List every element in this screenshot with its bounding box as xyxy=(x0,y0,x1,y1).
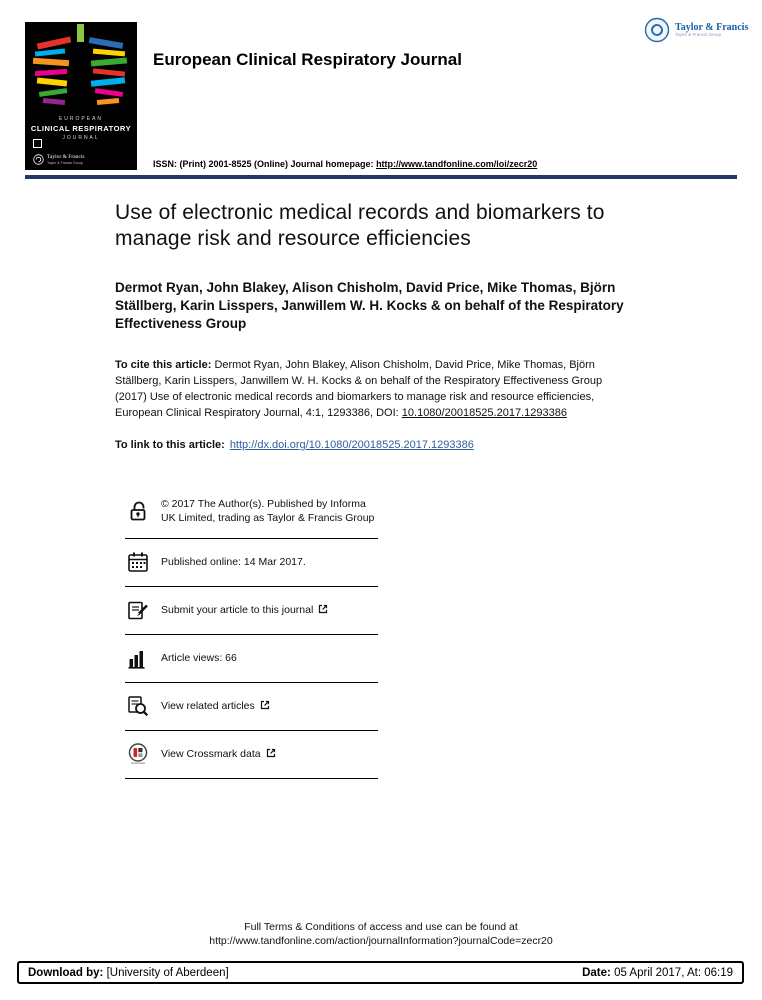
submit-article-link[interactable]: Submit your article to this journal xyxy=(161,604,314,617)
cover-title-main: CLINICAL RESPIRATORY xyxy=(30,124,132,133)
divider-rule xyxy=(25,175,737,179)
download-by-label: Download by: xyxy=(28,966,104,979)
journal-cover-image xyxy=(25,22,137,170)
cite-body: Dermot Ryan, John Blakey, Alison Chisholm, David Price, Mike Thomas, Björn Ställberg, Karin Lisspers, Janwillem W. H. Kocks & on behalf of the Respiratory Effectiveness Group (2017) Use of electronic medical records and biomarkers to manage risk and resource efficiencies, European Clinical Respiratory Journal, 4:1, 1293386, DOI: xyxy=(115,359,603,419)
download-info-bar xyxy=(17,961,744,984)
journal-name: European Clinical Respiratory Journal xyxy=(153,50,462,69)
cover-title-journal: JOURNAL xyxy=(62,135,100,141)
publisher-group: Taylor & Francis Group xyxy=(675,32,722,38)
resource-crossmark[interactable] xyxy=(125,731,378,779)
related-articles-link[interactable]: View related articles xyxy=(161,700,255,713)
calendar-icon xyxy=(127,551,149,573)
crossmark-icon xyxy=(127,743,149,765)
citation-paragraph xyxy=(115,358,627,422)
bar-chart-icon xyxy=(127,647,149,669)
publisher-logo xyxy=(644,17,748,43)
article-views-text: Article views: 66 xyxy=(161,652,237,665)
cover-lung-wordart-image xyxy=(25,22,137,114)
article-resources xyxy=(125,497,378,779)
article-doi-link[interactable]: http://dx.doi.org/10.1080/20018525.2017.1293386 xyxy=(229,439,474,451)
date-label: Date: xyxy=(582,966,611,979)
cover-taylor-francis-roundel-icon xyxy=(33,154,44,165)
issn-line xyxy=(153,159,537,169)
resource-published-online xyxy=(125,539,378,587)
external-link-icon xyxy=(260,700,270,710)
publisher-name: Taylor & Francis xyxy=(675,22,749,34)
resource-submit-article[interactable] xyxy=(125,587,378,635)
open-access-icon xyxy=(127,500,149,522)
crossmark-link[interactable]: View Crossmark data xyxy=(161,748,261,761)
date-value: 05 April 2017, At: 06:19 xyxy=(610,966,733,979)
issn-text: ISSN: (Print) 2001-8525 (Online) Journal homepage: xyxy=(153,159,377,169)
related-articles-icon xyxy=(127,695,149,717)
article-title: Use of electronic medical records and biomarkers to manage risk and resource efficiencies xyxy=(115,201,605,250)
cover-publisher-logo xyxy=(33,154,85,165)
resource-copyright xyxy=(125,497,378,539)
cite-doi-link[interactable]: 10.1080/20018525.2017.1293386 xyxy=(401,406,567,419)
link-label: To link to this article: xyxy=(115,439,225,451)
journal-homepage-link[interactable]: http://www.tandfonline.com/loi/zecr20 xyxy=(376,159,538,169)
submit-article-icon xyxy=(127,599,149,621)
cover-badge-icon xyxy=(33,139,42,148)
link-paragraph xyxy=(115,439,627,451)
published-online-text: Published online: 14 Mar 2017. xyxy=(161,556,306,569)
cover-publisher-group: Taylor & Francis Group xyxy=(47,160,83,165)
download-date xyxy=(582,967,733,979)
download-by xyxy=(28,967,229,979)
external-link-icon xyxy=(266,748,276,758)
cover-publisher-name: Taylor & Francis xyxy=(47,154,85,161)
download-by-value: [University of Aberdeen] xyxy=(103,966,229,979)
resource-article-views xyxy=(125,635,378,683)
terms-note xyxy=(0,920,762,948)
terms-text: Full Terms & Conditions of access and use can be found at xyxy=(244,921,518,933)
taylor-francis-roundel-icon xyxy=(644,17,670,43)
terms-url-link[interactable]: http://www.tandfonline.com/action/journalInformation?journalCode=zecr20 xyxy=(209,935,553,948)
cite-label: To cite this article: xyxy=(115,359,215,371)
resource-related-articles[interactable] xyxy=(125,683,378,731)
article-authors: Dermot Ryan, John Blakey, Alison Chisholm, David Price, Mike Thomas, Björn Ställberg, Karin Lisspers, Janwillem W. H. Kocks & on behalf of the Respiratory Effectiveness Group xyxy=(115,280,624,331)
copyright-text: © 2017 The Author(s). Published by Informa UK Limited, trading as Taylor & Francis Group xyxy=(161,498,375,525)
external-link-icon xyxy=(318,604,328,614)
cover-title-european: EUROPEAN xyxy=(58,116,104,122)
